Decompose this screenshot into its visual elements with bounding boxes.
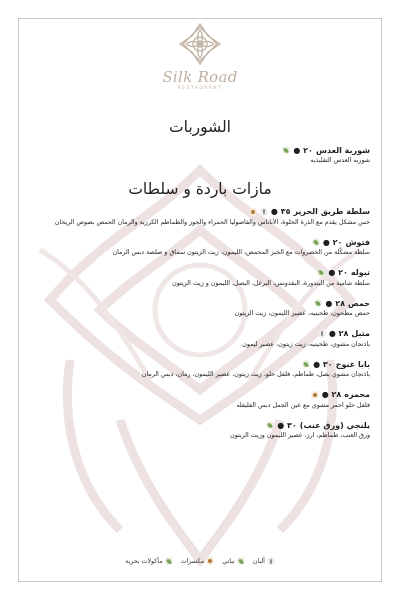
item-price: ٣٠ ● — [277, 420, 297, 430]
item-name: شوربة العدس — [315, 145, 370, 155]
allergen-legend — [0, 557, 400, 565]
item-price: ٣٥ ● — [270, 207, 291, 216]
item-description: سلطة شامية من البندورة، البقدونس، البرغل، البصل، الليمون و زيت الزيتون — [172, 279, 370, 287]
legend-label: ألبان — [252, 557, 265, 565]
item-description: باذنجان مشوي، طحينيه، زيت زيتون، عصير ليمون — [242, 340, 370, 348]
item-name: فتوش — [345, 237, 370, 247]
nuts-icon — [311, 391, 319, 399]
dairy-icon — [260, 208, 268, 216]
legend-dairy — [253, 557, 275, 565]
brand-subtitle: RESTAURANT — [177, 86, 223, 91]
item-name: متبل — [351, 329, 370, 338]
vegetarian-icon — [266, 421, 274, 429]
item-description: شوربه العدس التقليديه — [310, 157, 370, 164]
menu-item-baba-ghanoush — [30, 358, 370, 380]
dairy-icon — [318, 330, 326, 338]
vegetarian-icon — [317, 269, 325, 277]
menu-item-muhammara — [30, 389, 370, 411]
legend-label: نباتي — [222, 557, 235, 565]
item-name: حمص — [347, 298, 370, 308]
item-name: تبوله — [350, 268, 370, 277]
legend-nuts — [181, 557, 215, 565]
item-description: فلفل حلو احمر مشوي مع عين الجمل دبس الفليفله — [236, 401, 370, 409]
section-title-soups: الشوربات — [169, 118, 231, 136]
seafood-icon — [165, 557, 173, 565]
menu-item-fattoush — [30, 236, 370, 258]
item-name: يلنجي (ورق عنب) — [299, 420, 370, 430]
menu-item-moutabal — [30, 328, 370, 350]
item-name: محمره — [344, 390, 370, 399]
vegetarian-icon — [312, 238, 320, 246]
menu-item-tabbouleh — [30, 267, 370, 289]
item-description: خس مشكل يقدم مع الذرة الحلوة، الأناناس والفاصوليا الحمراء والجوز والطماطم الكرزية والرمان الحمص بصوص الريحان — [54, 218, 370, 226]
menu-content — [30, 118, 370, 441]
legend-vegetarian — [222, 557, 245, 565]
nuts-icon — [249, 208, 257, 216]
item-name: بابا غنوج — [335, 359, 370, 369]
section-title-cold-mezze: مازات باردة و سلطات — [128, 179, 272, 198]
menu-item-yalanji — [30, 419, 370, 441]
dairy-icon — [267, 557, 275, 565]
legend-label: مكسرات — [180, 557, 205, 565]
item-description: سلطة مشكّلة من الخضروات مع الخبز المحمص، الليمون، زيت الزيتون سماق و صلصة دبس الرمان — [112, 249, 370, 256]
legend-label: مأكولات بحرية — [125, 557, 163, 565]
brand-name: Silk Road — [162, 68, 238, 86]
vegetarian-icon — [282, 146, 290, 154]
item-name: سلطة طريق الحرير — [293, 207, 370, 216]
menu-item-lentil-soup — [30, 144, 370, 166]
item-description: باذنجان مشوي بصل، طماطم، فلفل حلو، زيت زيتون، عصير الليمون، رمان، دبس الرمان — [141, 371, 370, 378]
item-price: ٢٠ ● — [328, 268, 348, 277]
item-price: ٣٠ ● — [313, 359, 333, 369]
item-price: ٢٨ ● — [328, 329, 349, 338]
item-price: ٢٨ ● — [321, 390, 342, 399]
vegetarian-icon — [237, 557, 245, 565]
menu-item-silk-road-salad — [30, 206, 370, 228]
item-price: ٢٨ ● — [325, 298, 345, 308]
item-description: حمص مطحون، طحينيه، عصير الليمون، زيت الزيتون — [234, 310, 370, 317]
item-description: ورق العنب، طماطم، ارز، عصير الليمون وزيت الزيتون — [230, 432, 370, 439]
menu-item-hummus — [30, 297, 370, 319]
vegetarian-icon — [314, 299, 322, 307]
item-price: ٢٠ ● — [293, 145, 313, 155]
legend-seafood — [125, 557, 172, 565]
vegetarian-icon — [302, 360, 310, 368]
mandala-logo-icon — [178, 22, 222, 66]
nuts-icon — [206, 557, 214, 565]
item-price: ٢٠ ● — [322, 237, 343, 247]
logo — [0, 22, 400, 91]
